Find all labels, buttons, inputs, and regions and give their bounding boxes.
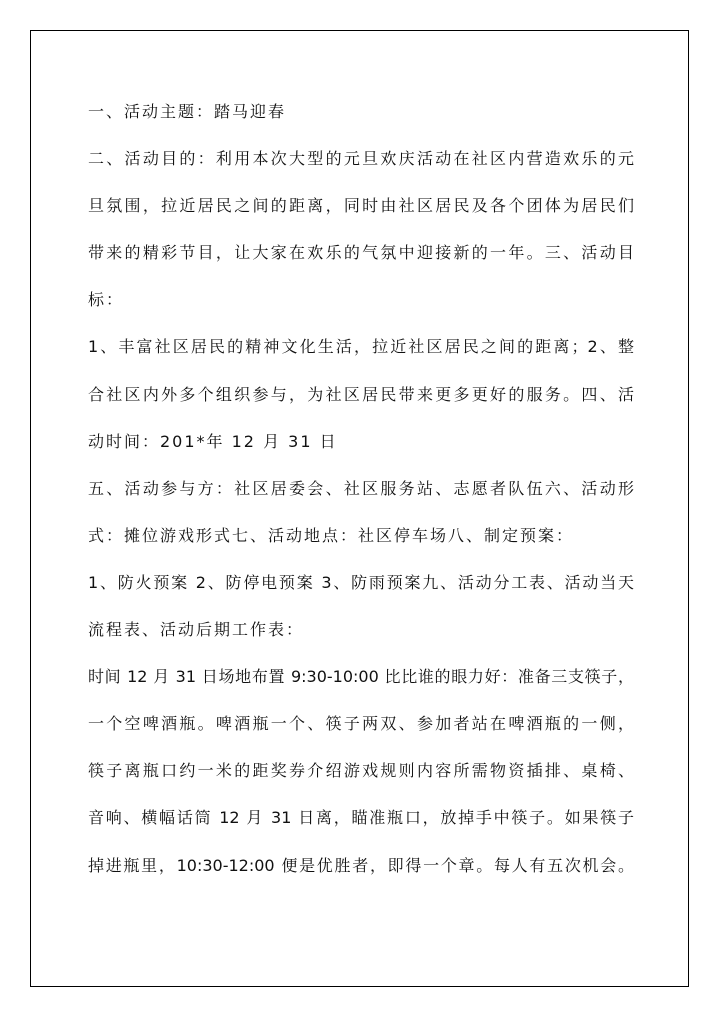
- text-line: 二、活动目的：利用本次大型的元旦欢庆活动在社区内营造欢乐的元: [88, 149, 634, 169]
- text-line: 一、活动主题：踏马迎春: [88, 102, 287, 121]
- text-line: 时间 12 月 31 日场地布置 9:30-10:00 比比谁的眼力好：准备三支筷子，: [88, 667, 634, 687]
- text-line: 1、丰富社区居民的精神文化生活，拉近社区居民之间的距离；2、整: [88, 337, 634, 357]
- text-line: 式：摊位游戏形式七、活动地点：社区停车场八、制定预案：: [88, 525, 575, 545]
- text-line: 五、活动参与方：社区居委会、社区服务站、志愿者队伍六、活动形: [88, 478, 634, 498]
- document-body: [88, 88, 634, 889]
- text-line: 筷子离瓶口约一米的距奖券介绍游戏规则内容所需物资插排、桌椅、: [88, 761, 634, 781]
- text-line: 带来的精彩节目，让大家在欢乐的气氛中迎接新的一年。三、活动目: [88, 243, 634, 263]
- text-line: 一个空啤酒瓶。啤酒瓶一个、筷子两双、参加者站在啤酒瓶的一侧，: [88, 714, 634, 734]
- text-line: 流程表、活动后期工作表：: [88, 620, 305, 640]
- text-line: 掉进瓶里，10:30-12:00 便是优胜者，即得一个章。每人有五次机会。: [88, 855, 634, 875]
- text-line: 标：: [88, 290, 125, 310]
- text-line: 合社区内外多个组织参与，为社区居民带来更多更好的服务。四、活: [88, 384, 634, 404]
- text-line: 1、防火预案 2、防停电预案 3、防雨预案九、活动分工表、活动当天: [88, 572, 634, 592]
- text-line: 音响、横幅话筒 12 月 31 日离，瞄准瓶口，放掉手中筷子。如果筷子: [88, 808, 634, 828]
- text-line: 动时间：201*年 12 月 31 日: [88, 431, 338, 451]
- text-line: 旦氛围，拉近居民之间的距离，同时由社区居民及各个团体为居民们: [88, 196, 634, 216]
